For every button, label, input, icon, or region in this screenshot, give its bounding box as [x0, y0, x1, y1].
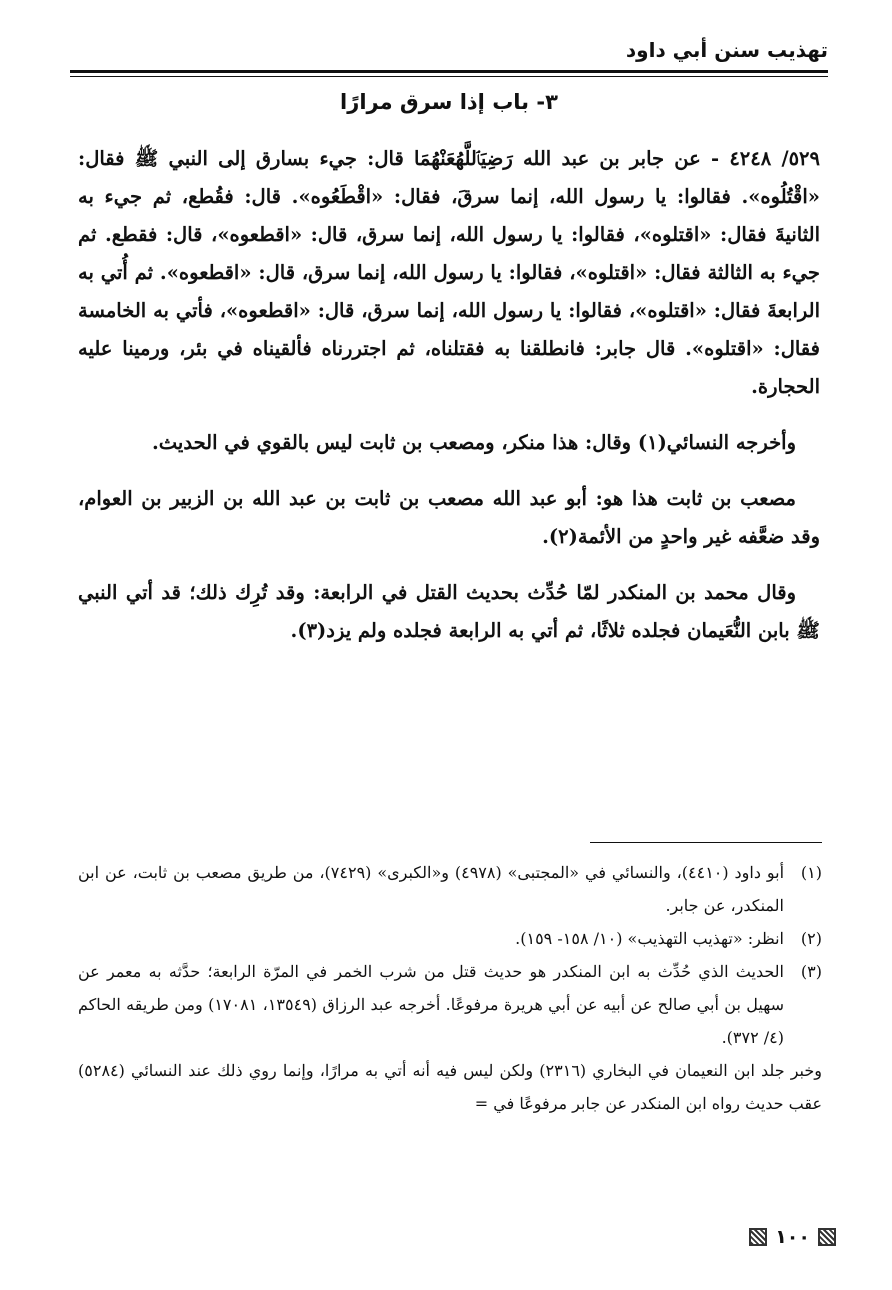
footnote-number: (١) [800, 863, 822, 882]
running-title: تهذيب سنن أبي داود [625, 38, 828, 62]
footnote-text: الحديث الذي حُدِّث به ابن المنكدر هو حديث قتل من شرب الخمر في المرّة الرابعة؛ حدَّثه به معمر عن سهيل بن أبي صالح عن أبيه عن أبي هريرة مرفوعًا. أخرجه عبد الرزاق (١٣٥٤٩، ١٧٠٨١) ومن طريقه الحاكم (٤/ ٣٧٢). [78, 962, 785, 1047]
main-text [78, 140, 820, 668]
narrator-paragraph: مصعب بن ثابت هذا هو: أبو عبد الله مصعب بن ثابت بن عبد الله بن الزبير بن العوام، وقد ضعَّفه غير واحدٍ من الأئمة(٢). [78, 487, 820, 548]
footnote-separator [590, 842, 822, 843]
footnote [78, 856, 822, 922]
hadith-paragraph: ٥٢٩/ ٤٢٤٨ - عن جابر بن عبد الله رَضِيَٱللَّهُعَنْهُمَا قال: جيء بسارق إلى النبي ﷺ فقال: «اقْتُلُوه». فقالوا: يا رسول الله، إنما سرقَ، فقال: «اقْطَعُوه». قال: فقُطع، ثم جيء به الثانيةَ فقال: «اقتلوه»، فقالوا: يا رسول الله، إنما سرق، قال: «اقطعوه»، قال: فقطع. ثم جيء به الثالثة فقال: «اقتلوه»، فقالوا: يا رسول الله، إنما سرق، قال: «اقطعوه». ثم أُتي به الرابعةَ فقال: «اقتلوه»، فقالوا: يا رسول الله، إنما سرق، قال: «اقطعوه»، فأتي به الخامسة فقال: «اقتلوه». قال جابر: فانطلقنا به فقتلناه، ثم اجتررناه فألقيناه في بئر، ورمينا عليه الحجارة. [78, 147, 820, 398]
footnote [78, 922, 822, 955]
ornament-icon [749, 1228, 767, 1246]
footnote-number: (٢) [800, 929, 822, 948]
footnote-text: انظر: «تهذيب التهذيب» (١٠/ ١٥٨- ١٥٩). [515, 929, 784, 948]
footnote-text: أبو داود (٤٤١٠)، والنسائي في «المجتبى» (٤٩٧٨) و«الكبرى» (٧٤٢٩)، من طريق مصعب بن ثابت، عن ابن المنكدر، عن جابر. [78, 863, 785, 915]
header-rule-thin [70, 76, 828, 77]
takhrij-paragraph: وأخرجه النسائي(١) وقال: هذا منكر، ومصعب بن ثابت ليس بالقوي في الحديث. [151, 431, 796, 454]
footnotes [78, 856, 822, 1120]
page-footer [716, 1222, 836, 1252]
header-rule [70, 70, 828, 73]
chapter-title: ٣- باب إذا سرق مرارًا [340, 90, 558, 114]
footnote-number: (٣) [800, 962, 822, 981]
footnote-continuation: وخبر جلد ابن النعيمان في البخاري (٢٣١٦) ولكن ليس فيه أنه أتي به مرارًا، وإنما روي ذلك عند النسائي (٥٢٨٤) عقب حديث رواه ابن المنكدر عن جابر مرفوعًا في = [78, 1061, 822, 1113]
page-number: ١٠٠ [775, 1226, 810, 1248]
footnote [78, 955, 822, 1054]
commentary-paragraph: وقال محمد بن المنكدر لمّا حُدِّث بحديث القتل في الرابعة: وقد تُرِك ذلك؛ قد أتي النبي ﷺ بابن النُّعَيمان فجلده ثلاثًا، ثم أتي به الرابعة فجلده ولم يزد(٣). [78, 581, 820, 642]
ornament-icon [818, 1228, 836, 1246]
